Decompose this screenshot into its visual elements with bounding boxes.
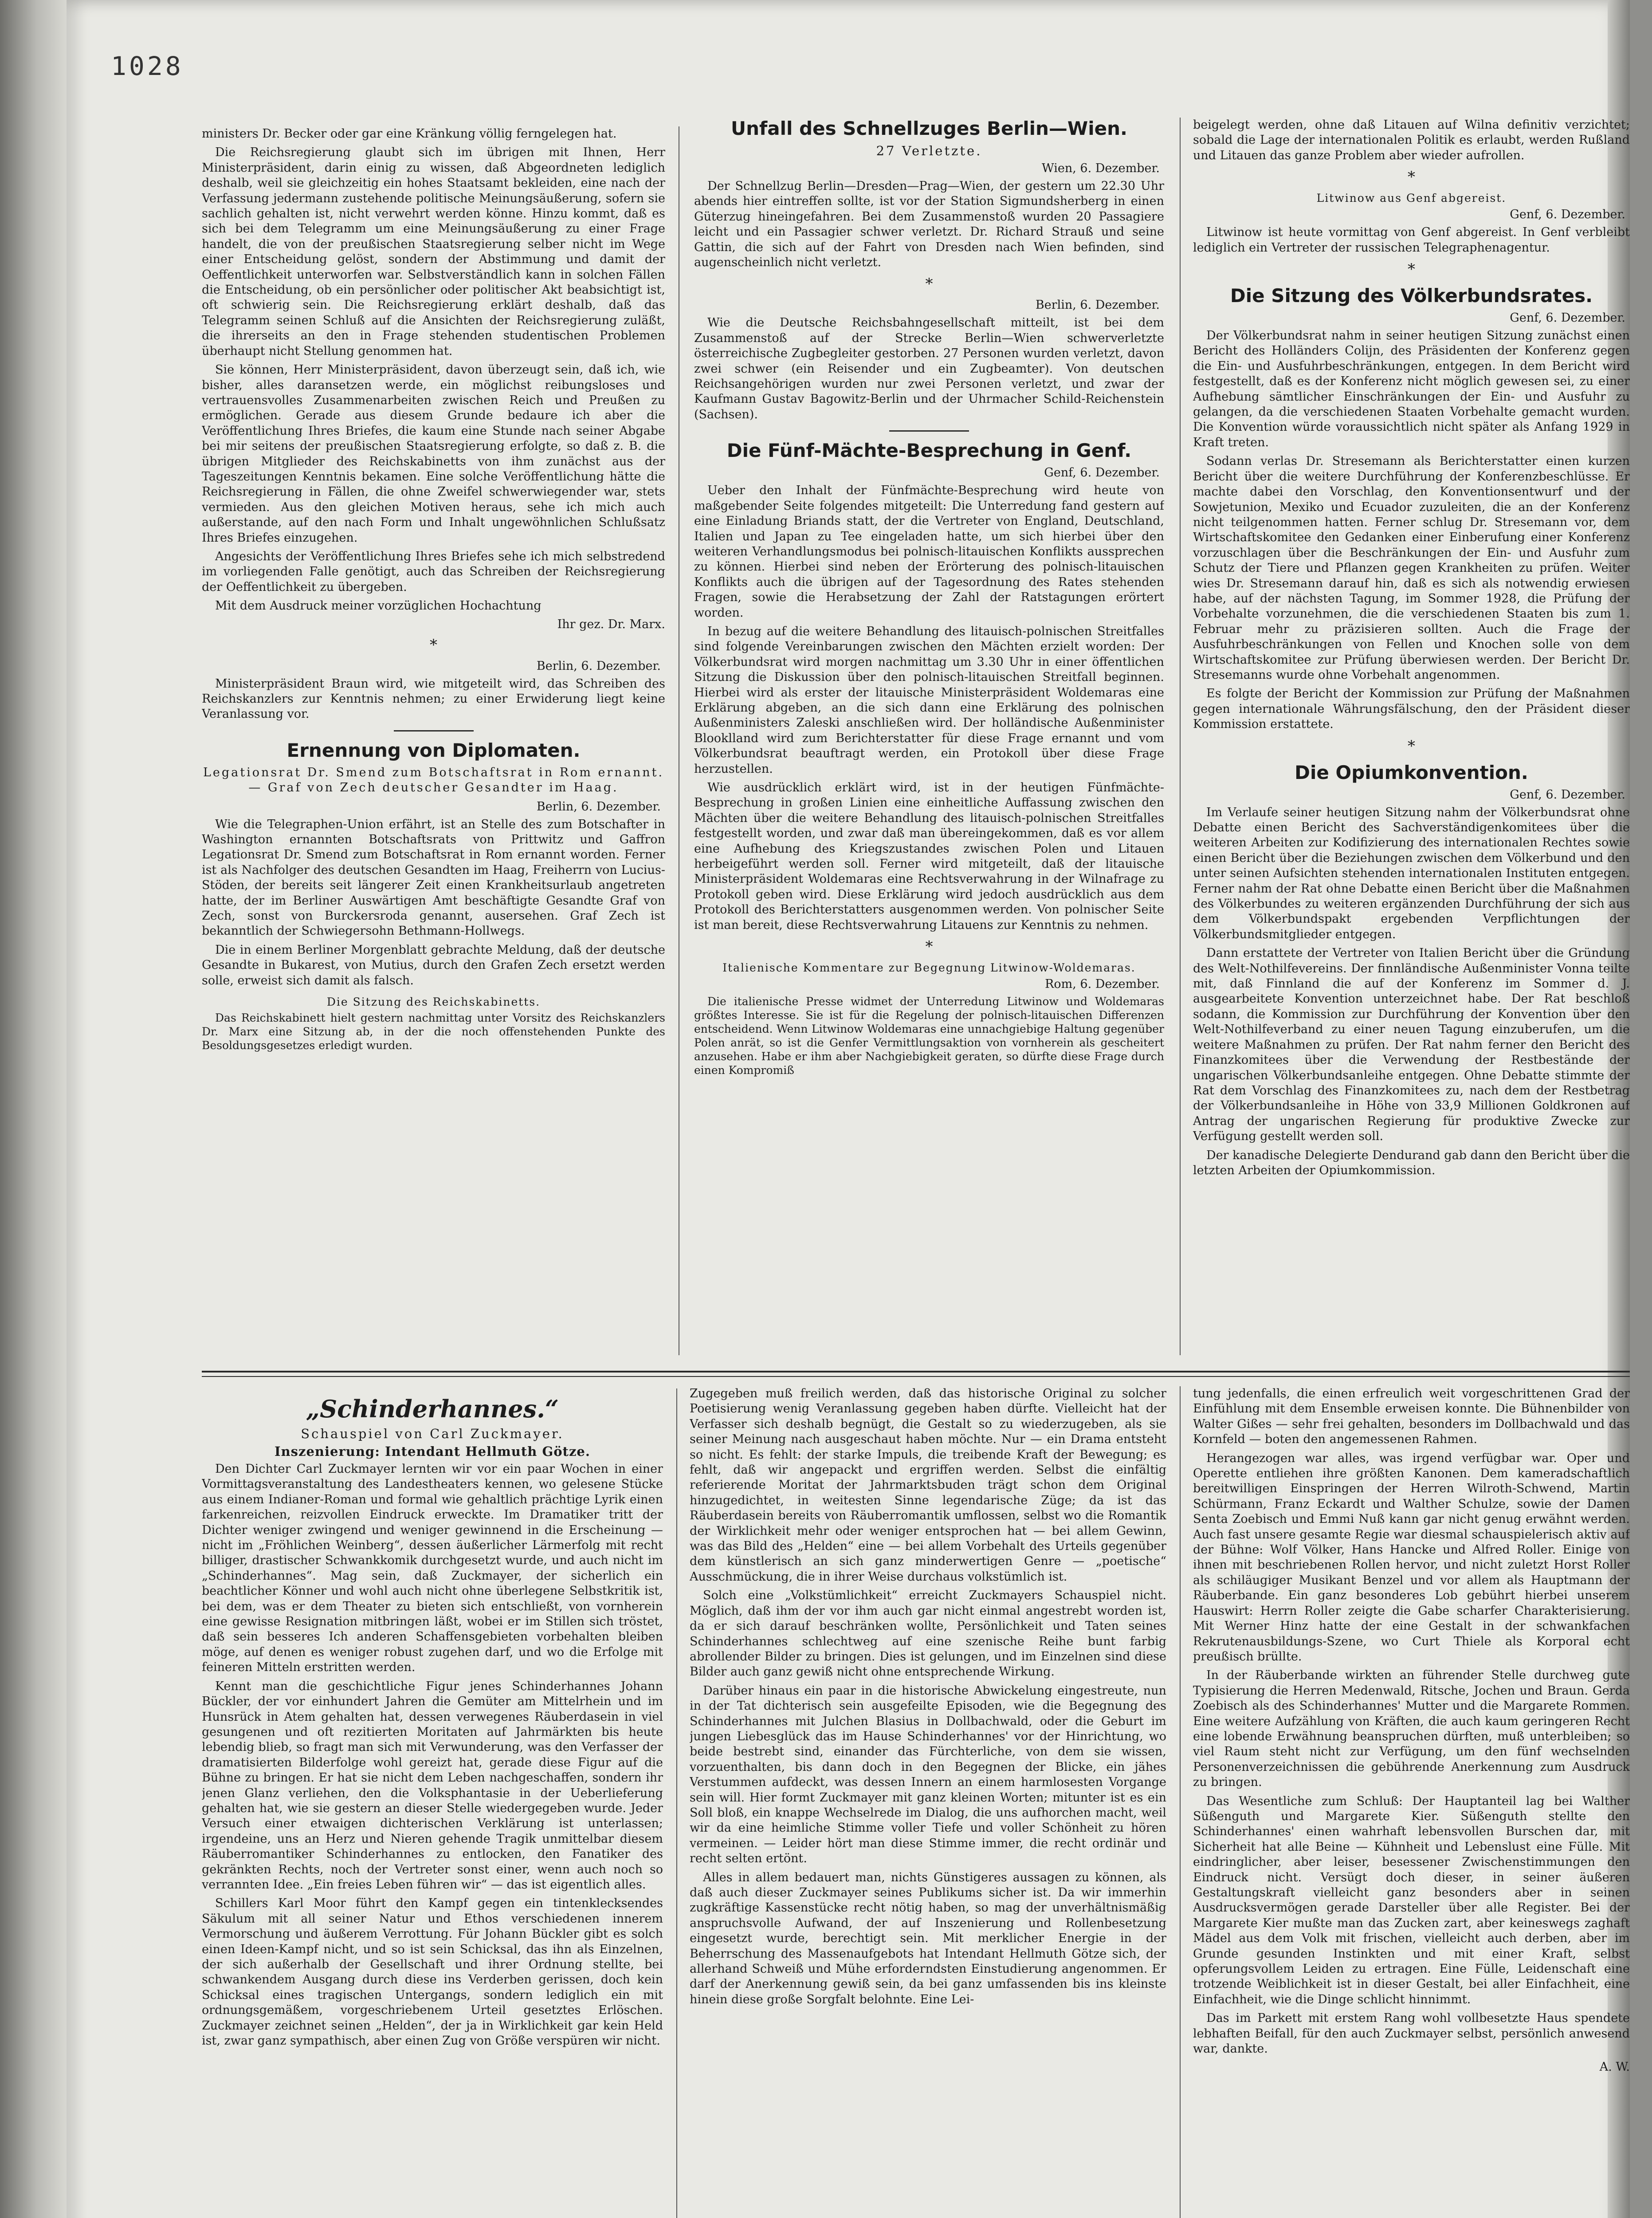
paragraph: Der Schnellzug Berlin—Dresden—Prag—Wien, der gestern um 22.30 Uhr abends hier eintreffen sollte, ist vor der Station Sigmundsherberg in einen Güterzug hineingefahren. Bei dem Zusammenstoß wurden 20 Passagiere leicht und ein Passagier schwer verletzt. Dr. Richard Strauß und seine Gattin, die sich auf der Fahrt von Dresden nach Wien befinden, sind augenscheinlich nicht verletzt.	[694, 179, 1164, 270]
paragraph: Schillers Karl Moor führt den Kampf gegen ein tintenklecksendes Säkulum mit all seiner Natur und Ethos verschiedenen innerem Vermorschung und äußerem Verrottung. Für Johann Bückler gibt es solch einen Ideen-Kampf nicht, und so ist sein Schicksal, das ihn als Einzelnen, der sich außerhalb der Gesellschaft und ihrer Ordnung stellte, bei schwankendem Ausgang durch diese ins Verderben gerissen, doch kein Schicksal eines tragischen Untergangs, sondern lediglich ein mit ordnungsgemäßem, vorgeschriebenem Urteil gesetztes Erlöschen. Zuckmayer zeichnet seinen „Helden“, der ja in Wirklichkeit gar kein Held ist, zwar ganz sympathisch, aber einen Zug von Größe verspüren wir nicht.	[202, 1896, 663, 2048]
paragraph: Ueber den Inhalt der Fünfmächte-Besprechung wird heute von maßgebender Seite folgendes mitgeteilt: Die Unterredung fand gestern auf eine Einladung Briands statt, der die Vertreter von England, Deutschland, Italien und Japan zu Tee eingeladen hatte, um sich hierbei über den weiteren Verhandlungsmodus bei polnisch-litauischen Konflikts aussprechen zu können. Hierbei sind neben der Erörterung des polnisch-litauischen Konflikts auch die übrigen auf der Tagesordnung des Rates stehenden Fragen, sowie die Herabsetzung der Zahl der Ratstagungen erörtert worden.	[694, 484, 1164, 620]
column-divider	[1180, 1386, 1181, 2218]
feuilleton-column-2	[690, 1386, 1166, 2218]
headline-voelkerbund: Die Sitzung des Völkerbundsrates.	[1230, 285, 1593, 307]
page-number: 1028	[111, 51, 184, 81]
paragraph: Den Dichter Carl Zuckmayer lernten wir vor ein paar Wochen in einer Vormittagsveranstaltung des Landestheaters kennen, wo gelesene Stücke aus einem Indianer-Roman und formal wie gehaltlich prächtige Lyrik einen farkenreichen, reizvollen Eindruck erweckte. Im Dramatiker tritt der Dichter weniger zwingend und weniger gewinnend in die Erscheinung — nicht im „Fröhlichen Weinberg“, dessen äußerlicher Lärmerfolg mit recht billiger, drastischer Schwankkomik durchgesetzt wurde, und auch nicht im „Schinderhannes“. Mag sein, daß Zuckmayer, der sicherlich ein beachtlicher Könner und wohl auch nicht ohne überlegene Selbstkritik ist, bei dem, was er dem Theater zu bieten sich entschließt, von vornherein eine gewisse Resignation mitbringen läßt, wobei er im Stillen sich tröstet, daß sein besseres Ich anderen Schaffensgebieten vorbehalten bleiben möge, auf denen es weniger robust zugehen darf, und wo die Erfolge mit feineren Mitteln erstritten werden.	[202, 1462, 663, 1675]
paragraph: Sodann verlas Dr. Stresemann als Berichterstatter einen kurzen Bericht über die weitere Durchführung der Konferenzbeschlüsse. Er machte dabei den Vorschlag, den Konventionsentwurf und der Sowjetunion, Mexiko und Ecuador zuzuleiten, die an der Konferenz nicht teilgenommen hatten. Ferner schlug Dr. Stresemann vor, dem Wirtschaftskomitee den Gedanken einer Einberufung einer Konferenz vorzuschlagen über die Beschränkungen der Ein- und Ausfuhr zum Schutz der Tiere und Pflanzen gegen Krankheiten zu prüfen. Weiter wies Dr. Stresemann darauf hin, daß es sich als notwendig erwiesen habe, auf der nächsten Tagung, im Sommer 1928, die Prüfung der Vorbehalte vorzunehmen, die die verschiedenen Staaten bis zum 1. Februar mehr zu präzisieren sollten. Auch die Frage der Ausfuhrbeschränkungen von Fellen und Knochen solle von dem Wirtschaftskomitee zur Prüfung überwiesen werden. Der Bericht Dr. Stresemanns wurde ohne Vorbehalt angenommen.	[1193, 454, 1630, 682]
dateline: Genf, 6. Dezember.	[1510, 787, 1625, 802]
feuilleton-subtitle: Schauspiel von Carl Zuckmayer.	[301, 1426, 564, 1441]
dateline: Berlin, 6. Dezember.	[536, 659, 661, 673]
paragraph: tung jedenfalls, die einen erfreulich weit vorgeschrittenen Grad der Einfühlung mit dem Ensemble erweisen konnte. Die Bühnenbilder von Walter Gißes — sehr frei gehalten, besonders im Dollbachwald und das Kornfeld — boten den angemessenen Rahmen.	[1193, 1387, 1630, 1447]
paragraph: Das Wesentliche zum Schluß: Der Hauptanteil lag bei Walther Süßenguth und Margarete Kier. Süßenguth stellte den Schinderhannes' einen wahrhaft lebensvollen Burschen dar, mit Sicherheit hat alle Beine — Kühnheit und Lebenslust eine Fülle. Mit eindringlicher, aber leiser, besessener Zwischenstimmungen den Eindruck nicht. Versügt doch dieser, in seiner äußeren Gestaltungskraft vielleicht ganz besonders aber in seinen Ausdrucksvermögen gerade Darsteller über alle Register. Bei der Margarete Kier mußte man das Zucken zart, aber keineswegs zaghaft Mädel aus dem Volk mit frischen, vielleicht auch derben, aber im Grunde gesunden Instinkten und mit einer Kraft, selbst opferungsvollem Leiden zu ertragen. Eine Fülle, Leidenschaft eine trotzende Weiblichkeit ist in dieser Gestalt, bei aller Einfachheit, eine Einfachheit, wie die Dinge schlicht hinnimmt.	[1193, 1794, 1630, 2006]
paragraph: beigelegt werden, ohne daß Litauen auf Wilna definitiv verzichtet; sobald die Lage der internationalen Politik es erlaubt, werden Rußland und Litauen das ganze Problem aber wieder aufrollen.	[1193, 118, 1630, 162]
headline-litwinow: Litwinow aus Genf abgereist.	[1316, 192, 1507, 205]
section-star: *	[1408, 260, 1415, 279]
feuilleton-direction: Inszenierung: Intendant Hellmuth Götze.	[275, 1444, 590, 1459]
dateline: Genf, 6. Dezember.	[1510, 208, 1625, 222]
paragraph: Das im Parkett mit erstem Rang wohl vollbesetzte Haus spendete lebhaften Beifall, für den auch Zuckmayer selbst, persönlich anwesend war, dankte.	[1193, 2011, 1630, 2056]
column-divider	[1180, 118, 1181, 1355]
paragraph: Herangezogen war alles, was irgend verfügbar war. Oper und Operette entliehen ihre größten Kanonen. Dem kameradschaftlich bereitwilligen Einspringen der Herren Wilroth-Schwend, Martin Schürmann, Franz Eckardt und Walther Schulze, sowie der Damen Senta Zoebisch und Emmi Nuß kann gar nicht genug erwähnt werden. Auch fast unsere gesamte Regie war diesmal schauspielerisch aktiv auf der Bühne: Wolf Völker, Hans Hancke und Alfred Roller. Einige von ihnen mit beschriebenen Rollen hervor, und nicht zuletzt Horst Roller als schiläugiger Musikant Benzel und vor allem als Hauptmann der Räuberbande. Ein ganz besonderes Lob gebührt hierbei unserem Hauswirt: Herrn Roller zeigte die Gabe scharfer Charakterisierung. Mit Werner Hinz hatte der eine Gestalt in der schwankfachen Rekrutenausbildungs-Szene, wo Curt Thiele als Korporal echt preußisch brüllte.	[1193, 1451, 1630, 1664]
paragraph: Im Verlaufe seiner heutigen Sitzung nahm der Völkerbundsrat ohne Debatte einen Bericht des Sachverständigenkomitees über die weiteren Arbeiten zur Kodifizierung des internationalen Rechtes sowie einen Bericht über die Beziehungen zwischen dem Völkerbund und den unter seinen Aufsichten stehenden internationalen Instituten entgegen. Ferner nahm der Rat ohne Debatte einen Bericht über die Maßnahmen des Völkerbundes zu weiteren ergänzenden Durchführung der sich aus dem Völkerbundspakt ergebenden Verpflichtungen der Völkerbundsmitglieder entgegen.	[1193, 805, 1630, 941]
paragraph: Es folgte der Bericht der Kommission zur Prüfung der Maßnahmen gegen internationale Währungsfälschung, den der Präsident dieser Kommission erstattete.	[1193, 687, 1630, 731]
dateline: Genf, 6. Dezember.	[1510, 311, 1625, 325]
headline-unfall: Unfall des Schnellzuges Berlin—Wien.	[731, 118, 1127, 139]
paragraph: Angesichts der Veröffentlichung Ihres Briefes sehe ich mich selbstredend im vorliegenden Falle genötigt, auch das Schreiben der Reichsregierung der Oeffentlichkeit zu übergeben.	[202, 549, 665, 594]
column-1	[202, 126, 665, 1302]
binding-shadow	[0, 0, 67, 2218]
dateline: Berlin, 6. Dezember.	[1035, 298, 1160, 312]
section-rule	[889, 430, 969, 432]
author-initials: A. W.	[1599, 2060, 1630, 2074]
paragraph: Ministerpräsident Braun wird, wie mitgeteilt wird, das Schreiben des Reichskanzlers zur Kenntnis nehmen; zu einer Erwiderung liegt keine Veranlassung vor.	[202, 676, 665, 721]
section-star: *	[430, 636, 437, 654]
paragraph: Sie können, Herr Ministerpräsident, davon überzeugt sein, daß ich, wie bisher, alles daransetzen werde, ein möglichst reibungsloses und vertrauensvolles Zusammenarbeiten zwischen Reich und Preußen zu ermöglichen. Gerade aus diesem Grunde bedaure ich aber die Veröffentlichung Ihres Briefes, die kaum eine Stunde nach seiner Abgabe bei mir seitens der preußischen Staatsregierung erfolgte, so daß z. B. die übrigen Mitglieder des Reichskabinetts von ihm zunächst aus der Tageszeitungen Kenntnis bekamen. Eine solche Veröffentlichung hätte die Reichsregierung in Fällen, die ohne Zweifel schwerwiegender war, stets vermieden. Aus den gleichen Motiven heraus, sehe ich mich auch außerstande, auf den nach Form und Inhalt ungewöhnlichen Schlußsatz Ihres Briefes einzugehen.	[202, 363, 665, 545]
paragraph: Wie ausdrücklich erklärt wird, ist in der heutigen Fünfmächte-Besprechung in großen Linien eine einheitliche Auffassung zwischen den Mächten über die weitere Behandlung des litauisch-polnischen Streitfalles festgestellt worden, und zwar daß man übereingekommen, daß es vor allem eine Aufhebung des Kriegszustandes zwischen Polen und Litauen herbeigeführt werden soll. Ferner wird mitgeteilt, daß der litauische Ministerpräsident Woldemaras eine Rechtsverwahrung in der Wilnafrage zu Protokoll geben wird. Diese Erklärung wird jedoch ausdrücklich aus dem Protokoll des Berichterstatters ausgenommen werden. Von polnischer Seite ist man bereit, diese Rechtsverwahrung Litauens zur Kenntnis zu nehmen.	[694, 781, 1164, 932]
headline-italien: Italienische Kommentare zur Begegnung Litwinow-Woldemaras.	[722, 961, 1136, 975]
subheadline: 27 Verletzte.	[876, 143, 982, 158]
paragraph: Der kanadische Delegierte Dendurand gab dann den Bericht über die letzten Arbeiten der Opiumkommission.	[1193, 1148, 1630, 1177]
column-2	[694, 118, 1164, 1364]
paragraph: Alles in allem bedauert man, nichts Günstigeres aussagen zu können, als daß auch dieser Zuckmayer seines Publikums sicher ist. Da wir immerhin zugkräftige Kassenstücke recht nötig haben, so mag der unverhältnismäßig anspruchsvolle Aufwand, der auf Inszenierung und Rollenbesetzung eingesetzt wurde, berechtigt sein. Mit merklicher Energie in der Beherrschung des Massenaufgebots hat Intendant Hellmuth Götze sich, der allerhand Schweiß und Mühe erforderndsten Einstudierung angenommen. Er darf der Anerkennung gewiß sein, da bei ganz umfassenden bis ins kleinste hinein diese große Sorgfalt belohnte. Eine Lei-	[690, 1870, 1166, 2006]
paragraph: In der Räuberbande wirkten an führender Stelle durchweg gute Typisierung die Herren Medenwald, Ritsche, Jochen und Braun. Gerda Zoebisch als des Schinderhannes' Mutter und die Margarete Rommen. Eine weitere Aufzählung von Kräften, die auch kaum geringeren Recht eine lobende Erwähnung beanspruchen dürften, muß unterbleiben; so viel Raum steht nicht zur Verfügung, um den fünf wechselnden Personenverzeichnissen die gebührende Anerkennung zum Ausdruck zu bringen.	[1193, 1668, 1630, 1789]
feuilleton-separator	[202, 1371, 1630, 1372]
paragraph: Kennt man die geschichtliche Figur jenes Schinderhannes Johann Bückler, der vor einhundert Jahren die Gemüter am Mittelrhein und im Hunsrück in Atem gehalten hat, dessen verwegenes Räuberdasein in viel gesungenen und oft rezitierten Moritaten auf Jahrmärkten bis heute lebendig blieb, so fragt man sich mit Verwunderung, was den Verfasser der dramatisierten Bilderfolge wohl gereizt hat, gerade diese Figur auf die Bühne zu bringen. Er hat sie nicht dem Leben nachgeschaffen, sondern ihr jenen Glanz verliehen, den die Volksphantasie in der Ueberlieferung gehalten hat, wie sie gestern an dieser Stelle wiedergegeben wurde. Jeder Versuch einer etwaigen dichterischen Verklärung ist unterlassen; irgendeine, uns an Herz und Nieren gehende Tragik unmittelbar diesem Räuberromantiker Schinderhannes zu entlocken, den Fanatiker des gekränkten Rechts, noch der Vertreter sonst einer, wenn auch noch so verrannten Idee. „Ein freies Leben führen wir“ — das ist eigentlich alles.	[202, 1679, 663, 1892]
headline-diplomaten: Ernennung von Diplomaten.	[286, 739, 581, 761]
paragraph: Das Reichskabinett hielt gestern nachmittag unter Vorsitz des Reichskanzlers Dr. Marx eine Sitzung ab, in der die noch offenstehenden Punkte des Besoldungsgesetzes erledigt wurden.	[202, 1011, 665, 1052]
feuilleton-column-1	[202, 1395, 663, 2218]
paragraph: In bezug auf die weitere Behandlung des litauisch-polnischen Streitfalles sind folgende Vereinbarungen zwischen den Mächten erzielt worden: Der Völkerbundsrat wird morgen nachmittag um 3.30 Uhr in einer öffentlichen Sitzung die Diskussion über den polnisch-litauischen Streitfall beginnen. Hierbei wird als erster der litauische Ministerpräsident Woldemaras eine Erklärung abgeben, an die sich dann eine Erklärung des polnischen Außenministers Zaleski anschließen wird. Der holländische Außenminister Blooklland wird zum Berichterstatter für diese Frage ernannt und vom Völkerbundsrat beauftragt werden, ein Protokoll über diese Frage herzustellen.	[694, 624, 1164, 776]
paragraph: Solch eine „Volkstümlichkeit“ erreicht Zuckmayers Schauspiel nicht. Möglich, daß ihm der vor ihm auch gar nicht einmal angestrebt worden ist, da er sich darauf beschränken wollte, Persönlichkeit und Taten seines Schinderhannes schlechtweg auf eine szenische Reihe bunt farbig abrollender Bilder zu bringen. Dies ist gelungen, und im Einzelnen sind diese Bilder auch ganz gewiß nicht ohne entsprechende Wirkung.	[690, 1589, 1166, 1679]
paragraph: Zugegeben muß freilich werden, daß das historische Original zu solcher Poetisierung wenig Veranlassung gegeben haben dürfte. Vielleicht hat der Verfasser sich deshalb begnügt, die Gestalt so zu wiederzugeben, als sie seiner Meinung nach ausgeschaut haben möchte. Nur — ein Drama entsteht so nicht. Es fehlt: der starke Impuls, die treibende Kraft der Bewegung; es fehlt, daß wir angepackt und ergriffen werden. Selbst die einfältig referierende Moritat der Jahrmarktsbuden trägt schon dem Original hinzugedichtet, in weitesten Sinne legendarische Züge; da ist das Räuberdasein bereits von Räuberromantik umflossen, selbst wo die Romantik der Wirklichkeit mehr oder weniger entsprochen hat — bei allem Gewinn, was das Bild des „Helden“ eine — bei allem Vorbehalt des Urteils gegenüber dem künstlerisch an sich ganz minderwertigen Genre — „poetische“ Ausschmückung, die in ihrer Weise durchaus volkstümlich ist.	[690, 1387, 1166, 1584]
paragraph: ministers Dr. Becker oder gar eine Kränkung völlig ferngelegen hat.	[202, 127, 617, 141]
headline-genf: Die Fünf-Mächte-Besprechung in Genf.	[726, 440, 1132, 462]
headline-kabinett: Die Sitzung des Reichskabinetts.	[326, 995, 541, 1009]
paragraph: Mit dem Ausdruck meiner vorzüglichen Hochachtung	[215, 599, 542, 613]
paragraph: Die italienische Presse widmet der Unterredung Litwinow und Woldemaras größtes Interesse. Sie ist für die Regelung der polnisch-litauischen Differenzen entscheidend. Wenn Litwinow Woldemaras eine unnachgiebige Haltung gegenüber Polen anrät, so ist die Genfer Vermittlungsaktion von vornherein als gescheitert anzusehen. Habe er ihm aber Nachgiebigkeit geraten, so dürfte diese Frage durch einen Kompromiß	[694, 995, 1164, 1077]
dateline: Berlin, 6. Dezember.	[536, 799, 661, 814]
paragraph: Litwinow ist heute vormittag von Genf abgereist. In Genf verbleibt lediglich ein Vertreter der russischen Telegraphenagentur.	[1193, 225, 1630, 255]
paragraph: Der Völkerbundsrat nahm in seiner heutigen Sitzung zunächst einen Bericht des Holländers Colijn, des Präsidenten der Konferenz gegen die Ein- und Ausfuhrbeschränkungen, entgegen. In dem Bericht wird festgestellt, daß es der Konferenz nicht möglich gewesen sei, zu einer Aufhebung sämtlicher Einschränkungen der Ein- und Ausfuhr zu gelangen, da die verschiedenen Staaten Vorbehalte gemacht wurden. Die Konvention würde voraussichtlich nicht später als Anfang 1929 in Kraft treten.	[1193, 329, 1630, 449]
section-star: *	[925, 938, 933, 956]
column-3	[1193, 118, 1630, 1351]
feuilleton-separator-thin	[202, 1376, 1630, 1377]
headline-opium: Die Opiumkonvention.	[1295, 761, 1528, 783]
dateline: Wien, 6. Dezember.	[1041, 161, 1160, 175]
section-star: *	[1408, 168, 1415, 186]
feuilleton-column-3	[1193, 1386, 1630, 2218]
section-rule	[394, 730, 474, 731]
section-star: *	[1408, 737, 1415, 755]
subheadline: Legationsrat Dr. Smend zum Botschaftsrat in Rom ernannt. — Graf von Zech deutscher Gesandter im Haag.	[203, 765, 664, 795]
paragraph: Dann erstattete der Vertreter von Italien Bericht über die Gründung des Welt-Nothilfevereins. Der finnländische Außenminister Vonna teilte mit, daß Finnland die auf der Konferenz im Sommer d. J. ausgearbeitete Konvention unterzeichnet habe. Der Rat beschloß sodann, die Kommission zur Durchführung der Konvention über den Welt-Nothilfeverband zu einer neuen Tagung einzuberufen, um die weitere Maßnahmen zu prüfen. Der Rat nahm ferner den Bericht des Finanzkomitees über die Verwendung der Restbestände der ungarischen Völkerbundsanleihe entgegen. Ohne Debatte stimmte der Rat dem Vorschlag des Finanzkomitees zu, nach dem der Restbetrag der Völkerbundsanleihe in Höhe von 33,9 Millionen Goldkronen auf Antrag der ungarischen Regierung für produktive Zwecke zur Verfügung gestellt werden soll.	[1193, 946, 1630, 1144]
section-star: *	[925, 275, 933, 293]
dateline: Genf, 6. Dezember.	[1044, 466, 1160, 480]
column-divider	[676, 1388, 677, 2218]
paragraph: Die Reichsregierung glaubt sich im übrigen mit Ihnen, Herr Ministerpräsident, darin einig zu wissen, daß Abgeordneten lediglich deshalb, weil sie gleichzeitig ein hohes Staatsamt bekleiden, eine nach der Verfassung jedermann zustehende politische Meinungsäußerung, sofern sie sachlich gehalten ist, nicht verwehrt werden könne. Hinzu kommt, daß es sich bei dem Telegramm um eine Meinungsäußerung zu einer Frage handelt, die von der preußischen Staatsregierung selber nicht im Wege einer Entscheidung gelöst, sondern der Abstimmung und damit der Oeffentlichkeit unterworfen war. Selbstverständlich kann in solchen Fällen die Entscheidung, ob ein persönlicher oder politischer Akt beabsichtigt ist, oft schwierig sein. Die Reichsregierung erklärt deshalb, daß das Telegramm seinen Schluß auf die Ansichten der Reichsregierung zuläßt, die ihrerseits an den in Frage stehenden studentischen Problemen überhaupt nicht Stellung genommen hat.	[202, 146, 665, 358]
paragraph: Wie die Telegraphen-Union erfährt, ist an Stelle des zum Botschafter in Washington ernannten Botschaftsrats von Prittwitz und Gaffron Legationsrat Dr. Smend zum Botschaftsrat in Rom ernannt worden. Ferner ist als Nachfolger des deutschen Gesandten im Haag, Freiherrn von Lucius-Stöden, der bereits seit längerer Zeit einen Krankheitsurlaub angetreten hatte, der im Berliner Auswärtigen Amt beschäftigte Gesandte Graf von Zech, sonst von Burckersroda genannt, ausersehen. Graf Zech ist bekanntlich der Schwiegersohn Bethmann-Hollwegs.	[202, 817, 665, 938]
feuilleton-title: „Schinderhannes.“	[306, 1395, 559, 1423]
dateline: Rom, 6. Dezember.	[1045, 977, 1160, 991]
signature: Ihr gez. Dr. Marx.	[557, 617, 665, 631]
paragraph: Darüber hinaus ein paar in die historische Abwickelung eingestreute, nun in der Tat dichterisch sein ausgefeilte Episoden, wie die Begegnung des Schinderhannes mit Julchen Blasius in Dollbachwald, oder die Geburt im jungen Liebesglück das im Hause Schinderhannes' vor der Hinrichtung, wo beide bestrebt sind, einander das Fürchterliche, von dem sie wissen, vorzuenthalten, bis dann doch in den Begegnen der Blicke, ein jähes Verstummen aufdeckt, was dessen Innern an einem harmlosesten Vorgange sein will. Hier formt Zuckmayer mit ganz kleinen Worten; mitunter ist es ein Soll bloß, ein knappe Wechselrede im Dialog, die uns aufhorchen macht, weil wir da eine heimliche Stimme voller Tiefe und voller Schönheit zu hören vermeinen. — Leider hört man diese Stimme immer, die recht ordinär und recht selten ertönt.	[690, 1683, 1166, 1866]
paragraph: Wie die Deutsche Reichsbahngesellschaft mitteilt, ist bei dem Zusammenstoß auf der Strecke Berlin—Wien schwerverletzte österreichische Zugbegleiter gestorben. 27 Personen wurden verletzt, davon zwei schwer (ein Reisender und ein Zugbeamter). Von deutschen Reichsangehörigen wurden nur zwei Personen verletzt, und zwar der Kaufmann Gustav Bagowitz-Berlin und der Uhrmacher Schild-Reichenstein (Sachsen).	[694, 316, 1164, 421]
paragraph: Die in einem Berliner Morgenblatt gebrachte Meldung, daß der deutsche Gesandte in Bukarest, von Mutius, durch den Grafen Zech ersetzt werden solle, erweist sich damit als falsch.	[202, 943, 665, 987]
